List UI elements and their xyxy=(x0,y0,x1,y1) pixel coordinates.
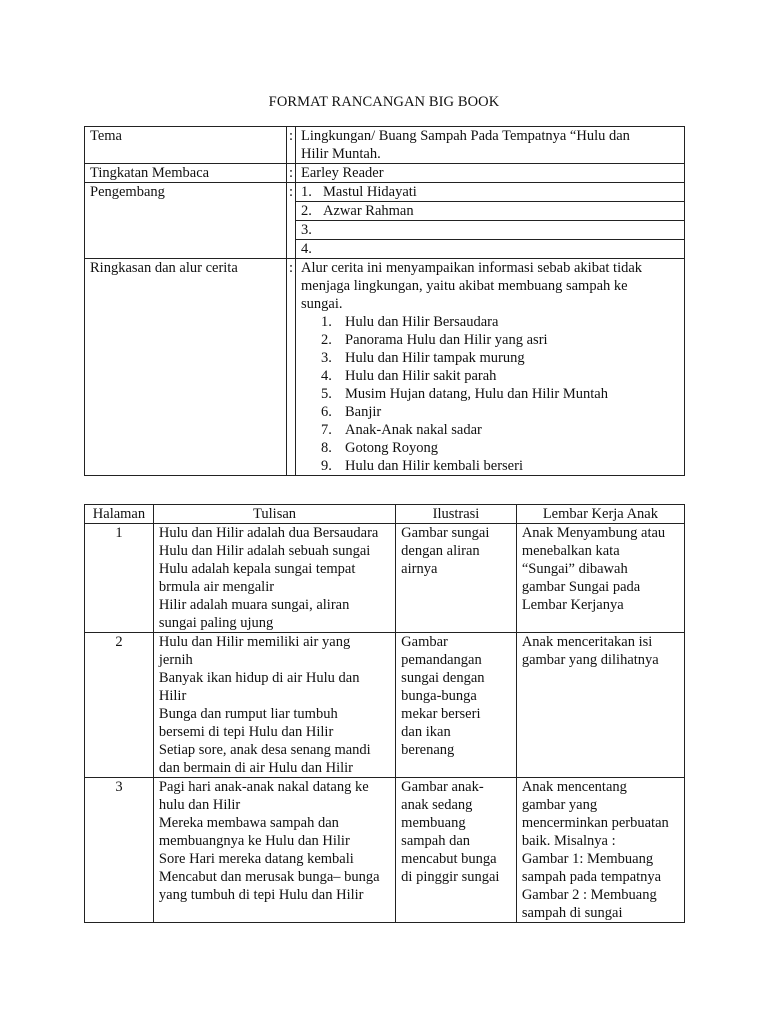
alur-item-number: 1. xyxy=(321,314,332,330)
ringkasan-colon: : xyxy=(287,259,296,476)
tulisan-line: Pagi hari anak-anak nakal datang ke xyxy=(158,779,369,795)
ilustrasi-line: dan ikan xyxy=(401,724,451,740)
lembar-kerja-line: Gambar 1: Membuang xyxy=(521,851,654,867)
alur-item xyxy=(301,349,679,367)
ilustrasi-line: Gambar sungai xyxy=(401,525,490,541)
tulisan-line: Setiap sore, anak desa senang mandi xyxy=(158,742,371,758)
alur-item xyxy=(301,421,679,439)
tingkatan-label: Tingkatan Membaca xyxy=(85,164,287,183)
alur-item-text: Hulu dan Hilir Bersaudara xyxy=(345,314,499,330)
ilustrasi-line: mekar berseri xyxy=(401,706,481,722)
lembar-kerja-line: menebalkan kata xyxy=(521,543,620,559)
alur-item-number: 4. xyxy=(321,368,332,384)
alur-item xyxy=(301,403,679,421)
alur-item-number: 9. xyxy=(321,458,332,474)
halaman-cell: 3 xyxy=(85,778,154,923)
lembar-kerja-cell xyxy=(516,633,684,778)
tema-label: Tema xyxy=(85,127,287,164)
alur-item-text: Hulu dan Hilir tampak murung xyxy=(345,350,525,366)
tulisan-line: brmula air mengalir xyxy=(158,579,275,595)
alur-item-text: Banjir xyxy=(345,404,382,420)
lembar-kerja-line: Gambar 2 : Membuang xyxy=(521,887,657,903)
pengembang-item xyxy=(296,202,685,221)
tulisan-line: Hulu dan Hilir memiliki air yang xyxy=(158,634,351,650)
alur-item-text: Hulu dan Hilir kembali berseri xyxy=(345,458,523,474)
alur-item xyxy=(301,313,679,331)
pengembang-item-name: Azwar Rahman xyxy=(323,203,414,219)
lembar-kerja-line: gambar Sungai pada xyxy=(521,579,641,595)
alur-item-text: Hulu dan Hilir sakit parah xyxy=(345,368,497,384)
alur-item xyxy=(301,457,679,475)
tulisan-line: Bunga dan rumput liar tumbuh xyxy=(158,706,338,722)
lembar-kerja-line: Anak Menyambung atau xyxy=(521,525,666,541)
halaman-cell: 2 xyxy=(85,633,154,778)
tulisan-line: Hulu dan Hilir adalah sebuah sungai xyxy=(158,543,371,559)
alur-item-number: 6. xyxy=(321,404,332,420)
ilustrasi-cell xyxy=(396,778,517,923)
ilustrasi-line: mencabut bunga xyxy=(401,851,497,867)
header-ilustrasi: Ilustrasi xyxy=(396,505,517,524)
lembar-kerja-cell xyxy=(516,524,684,633)
pages-table-header-row xyxy=(85,505,685,524)
tulisan-cell xyxy=(153,778,395,923)
ringkasan-intro-line: menjaga lingkungan, yaitu akibat membuang sampah ke xyxy=(301,278,628,294)
ilustrasi-line: di pinggir sungai xyxy=(401,869,500,885)
ilustrasi-line: airnya xyxy=(401,561,438,577)
lembar-kerja-line: Anak mencentang xyxy=(521,779,627,795)
lembar-kerja-line: gambar yang xyxy=(521,797,598,813)
table-row xyxy=(85,633,685,778)
tema-value-line: Lingkungan/ Buang Sampah Pada Tempatnya “Hulu dan xyxy=(301,128,630,144)
tingkatan-value: Earley Reader xyxy=(296,164,685,183)
pengembang-item-number: 3. xyxy=(301,222,312,238)
pengembang-item-number: 4. xyxy=(301,241,312,257)
ilustrasi-line: Gambar anak- xyxy=(401,779,484,795)
alur-item xyxy=(301,385,679,403)
pengembang-colon: : xyxy=(287,183,296,259)
lembar-kerja-line: baik. Misalnya : xyxy=(521,833,616,849)
ilustrasi-line: pemandangan xyxy=(401,652,482,668)
ilustrasi-line: bunga-bunga xyxy=(401,688,477,704)
pages-table xyxy=(84,504,685,923)
ilustrasi-line: sampah dan xyxy=(401,833,471,849)
table-row xyxy=(85,778,685,923)
document-title: FORMAT RANCANGAN BIG BOOK xyxy=(268,94,500,110)
tulisan-line: Hilir adalah muara sungai, aliran xyxy=(158,597,350,613)
tema-value-line: Hilir Muntah. xyxy=(301,146,381,162)
alur-item xyxy=(301,439,679,457)
alur-item-number: 7. xyxy=(321,422,332,438)
lembar-kerja-line: sampah pada tempatnya xyxy=(521,869,662,885)
tingkatan-row xyxy=(85,164,685,183)
alur-item-text: Panorama Hulu dan Hilir yang asri xyxy=(345,332,548,348)
tulisan-line: membuangnya ke Hulu dan Hilir xyxy=(158,833,350,849)
halaman-cell: 1 xyxy=(85,524,154,633)
tulisan-cell xyxy=(153,633,395,778)
info-table xyxy=(84,126,685,476)
lembar-kerja-line: Lembar Kerjanya xyxy=(521,597,624,613)
ringkasan-label: Ringkasan dan alur cerita xyxy=(85,259,287,476)
pengembang-label: Pengembang xyxy=(85,183,287,259)
ringkasan-intro-line: sungai. xyxy=(301,296,343,312)
lembar-kerja-line: “Sungai” dibawah xyxy=(521,561,628,577)
tulisan-line: dan bermain di air Hulu dan Hilir xyxy=(158,760,353,776)
ilustrasi-line: Gambar xyxy=(401,634,448,650)
lembar-kerja-line: gambar yang dilihatnya xyxy=(521,652,659,668)
pengembang-row xyxy=(85,183,685,202)
ilustrasi-line: dengan aliran xyxy=(401,543,480,559)
tingkatan-colon: : xyxy=(287,164,296,183)
alur-item xyxy=(301,367,679,385)
tulisan-line: Hulu dan Hilir adalah dua Bersaudara xyxy=(158,525,379,541)
tulisan-line: yang tumbuh di tepi Hulu dan Hilir xyxy=(158,887,364,903)
alur-item-text: Gotong Royong xyxy=(345,440,439,456)
tulisan-line: Hulu adalah kepala sungai tempat xyxy=(158,561,356,577)
pengembang-item xyxy=(296,221,685,240)
ilustrasi-line: sungai dengan xyxy=(401,670,485,686)
ilustrasi-cell xyxy=(396,524,517,633)
ringkasan-row xyxy=(85,259,685,476)
ilustrasi-line: berenang xyxy=(401,742,455,758)
pengembang-item-name: Mastul Hidayati xyxy=(323,184,417,200)
pengembang-item xyxy=(296,240,685,259)
tulisan-line: bersemi di tepi Hulu dan Hilir xyxy=(158,724,334,740)
ringkasan-value xyxy=(296,259,685,476)
ilustrasi-line: anak sedang xyxy=(401,797,473,813)
table-row xyxy=(85,524,685,633)
alur-item xyxy=(301,331,679,349)
alur-item-number: 2. xyxy=(321,332,332,348)
tema-colon: : xyxy=(287,127,296,164)
tema-value xyxy=(296,127,685,164)
tulisan-line: Banyak ikan hidup di air Hulu dan xyxy=(158,670,360,686)
lembar-kerja-line: sampah di sungai xyxy=(521,905,623,921)
alur-item-number: 8. xyxy=(321,440,332,456)
pages-table-body xyxy=(85,524,685,923)
header-halaman: Halaman xyxy=(85,505,154,524)
pengembang-item-number: 2. xyxy=(301,203,312,219)
alur-list xyxy=(301,313,679,475)
tulisan-line: sungai paling ujung xyxy=(158,615,274,631)
ringkasan-intro-line: Alur cerita ini menyampaikan informasi sebab akibat tidak xyxy=(301,260,643,276)
ilustrasi-line: membuang xyxy=(401,815,466,831)
header-lembar-kerja: Lembar Kerja Anak xyxy=(516,505,684,524)
ilustrasi-cell xyxy=(396,633,517,778)
pengembang-item-number: 1. xyxy=(301,184,312,200)
tulisan-line: jernih xyxy=(158,652,193,668)
tema-row xyxy=(85,127,685,164)
tulisan-line: Mencabut dan merusak bunga– bunga xyxy=(158,869,380,885)
alur-item-number: 5. xyxy=(321,386,332,402)
alur-item-number: 3. xyxy=(321,350,332,366)
alur-item-text: Anak-Anak nakal sadar xyxy=(345,422,482,438)
lembar-kerja-cell xyxy=(516,778,684,923)
lembar-kerja-line: mencerminkan perbuatan xyxy=(521,815,669,831)
tulisan-line: Mereka membawa sampah dan xyxy=(158,815,339,831)
alur-item-text: Musim Hujan datang, Hulu dan Hilir Muntah xyxy=(345,386,608,402)
tulisan-line: Sore Hari mereka datang kembali xyxy=(158,851,354,867)
tulisan-line: hulu dan Hilir xyxy=(158,797,241,813)
pengembang-item xyxy=(296,183,685,202)
tulisan-line: Hilir xyxy=(158,688,187,704)
tulisan-cell xyxy=(153,524,395,633)
header-tulisan: Tulisan xyxy=(153,505,395,524)
lembar-kerja-line: Anak menceritakan isi xyxy=(521,634,653,650)
